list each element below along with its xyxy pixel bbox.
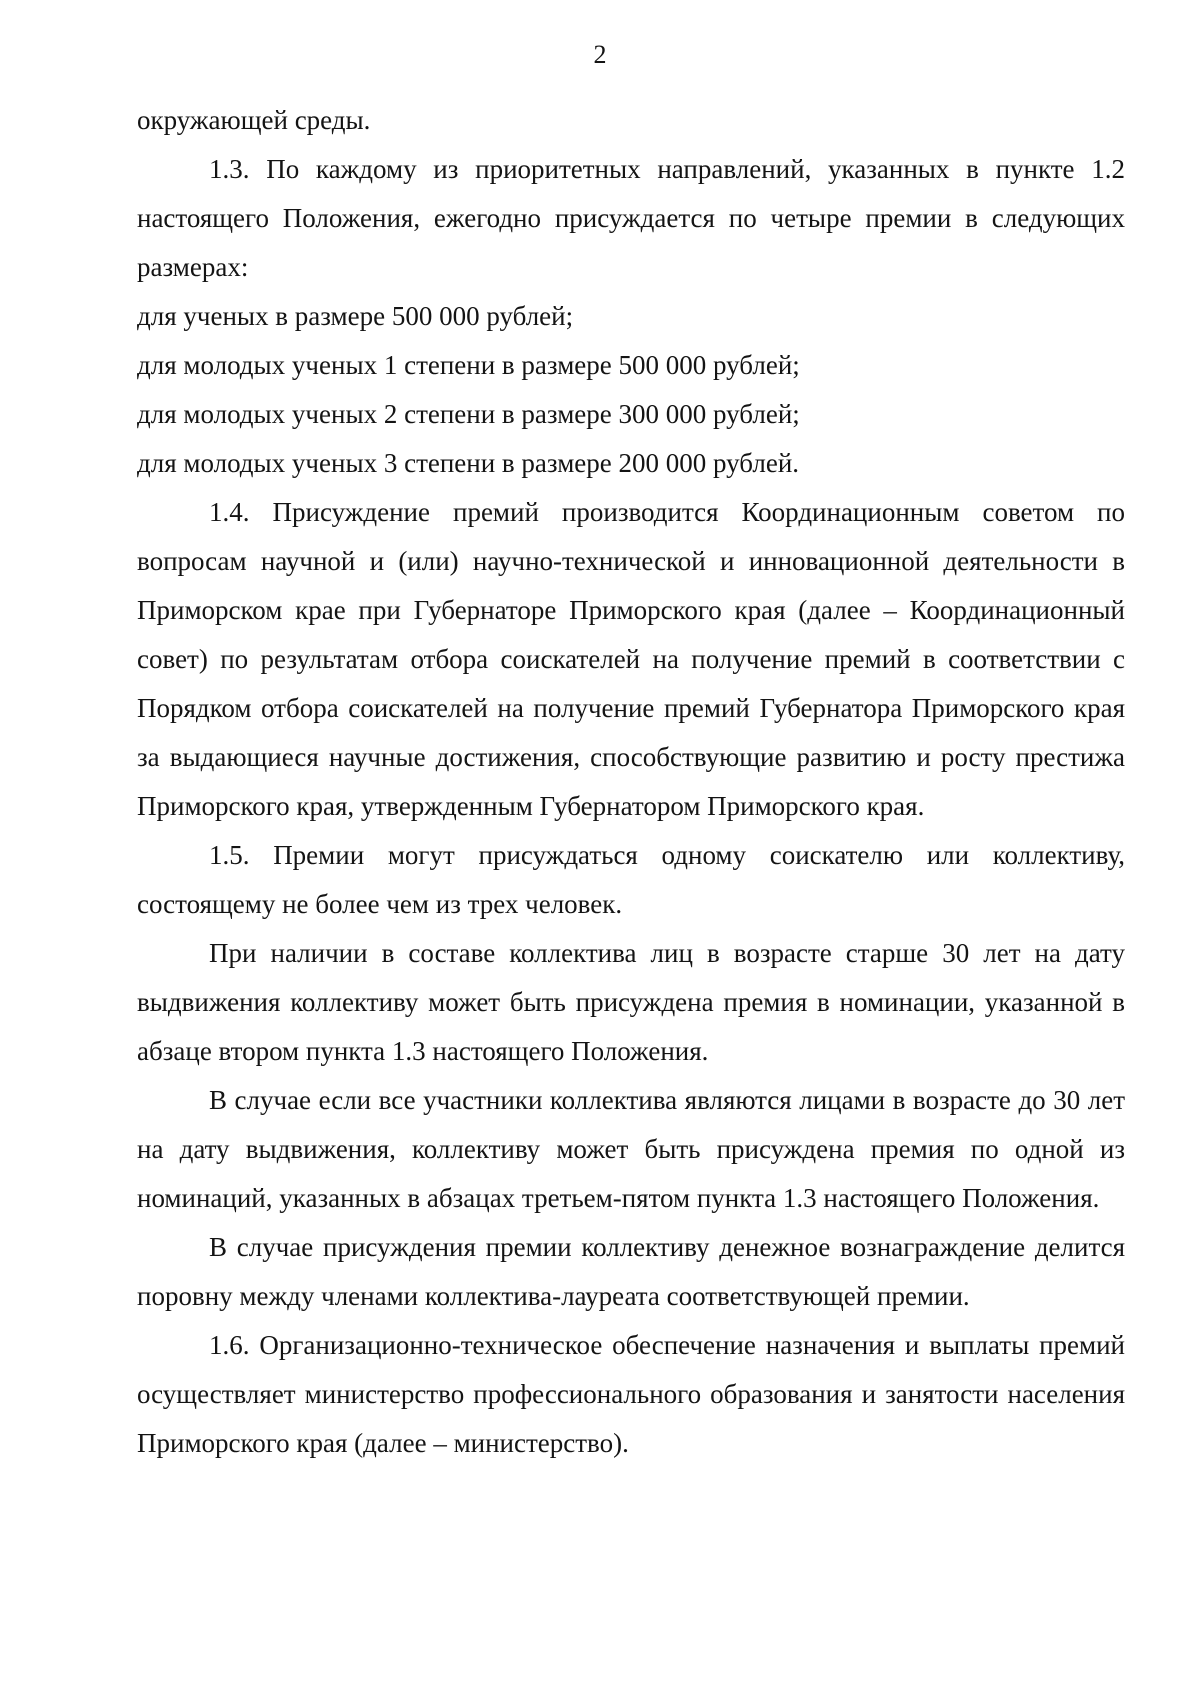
paragraph-continuation: окружающей среды. [137, 105, 371, 135]
paragraph-1-5-under-30: В случае если все участники коллектива являются лицами в возрасте до 30 лет на дату выдвижения, коллективу может быть присуждена премия по одной из номинаций, указанных в абзацах третьем-пятом пункта 1.3 настоящего Положения. [137, 1085, 1125, 1213]
paragraph-1-5-over-30: При наличии в составе коллектива лиц в возрасте старше 30 лет на дату выдвижения коллективу может быть присуждена премия в номинации, указанной в абзаце втором пункта 1.3 настоящего Положения. [137, 938, 1125, 1066]
list-item-scientists: для ученых в размере 500 000 рублей; [137, 301, 574, 331]
list-item-young-1: для молодых ученых 1 степени в размере 500 000 рублей; [137, 350, 800, 380]
paragraph-1-3: 1.3. По каждому из приоритетных направлений, указанных в пункте 1.2 настоящего Положения, ежегодно присуждается по четыре премии в следующих размерах: [137, 154, 1125, 282]
page-number: 2 [593, 40, 607, 69]
list-item-young-2: для молодых ученых 2 степени в размере 300 000 рублей; [137, 399, 800, 429]
list-item-young-3: для молодых ученых 3 степени в размере 200 000 рублей. [137, 448, 800, 478]
paragraph-1-5: 1.5. Премии могут присуждаться одному соискателю или коллективу, состоящему не более чем из трех человек. [137, 840, 1125, 919]
paragraph-1-5-split: В случае присуждения премии коллективу денежное вознаграждение делится поровну между членами коллектива-лауреата соответствующей премии. [137, 1232, 1125, 1311]
paragraph-1-6: 1.6. Организационно-техническое обеспечение назначения и выплаты премий осуществляет министерство профессионального образования и занятости населения Приморского края (далее – министерство). [137, 1330, 1125, 1458]
document-body [137, 96, 1125, 1468]
paragraph-1-4: 1.4. Присуждение премий производится Координационным советом по вопросам научной и (или) научно-технической и инновационной деятельности в Приморском крае при Губернаторе Приморского края (далее – Координационный совет) по результатам отбора соискателей на получение премий в соответствии с Порядком отбора соискателей на получение премий Губернатора Приморского края за выдающиеся научные достижения, способствующие развитию и росту престижа Приморского края, утвержденным Губернатором Приморского края. [137, 497, 1125, 821]
